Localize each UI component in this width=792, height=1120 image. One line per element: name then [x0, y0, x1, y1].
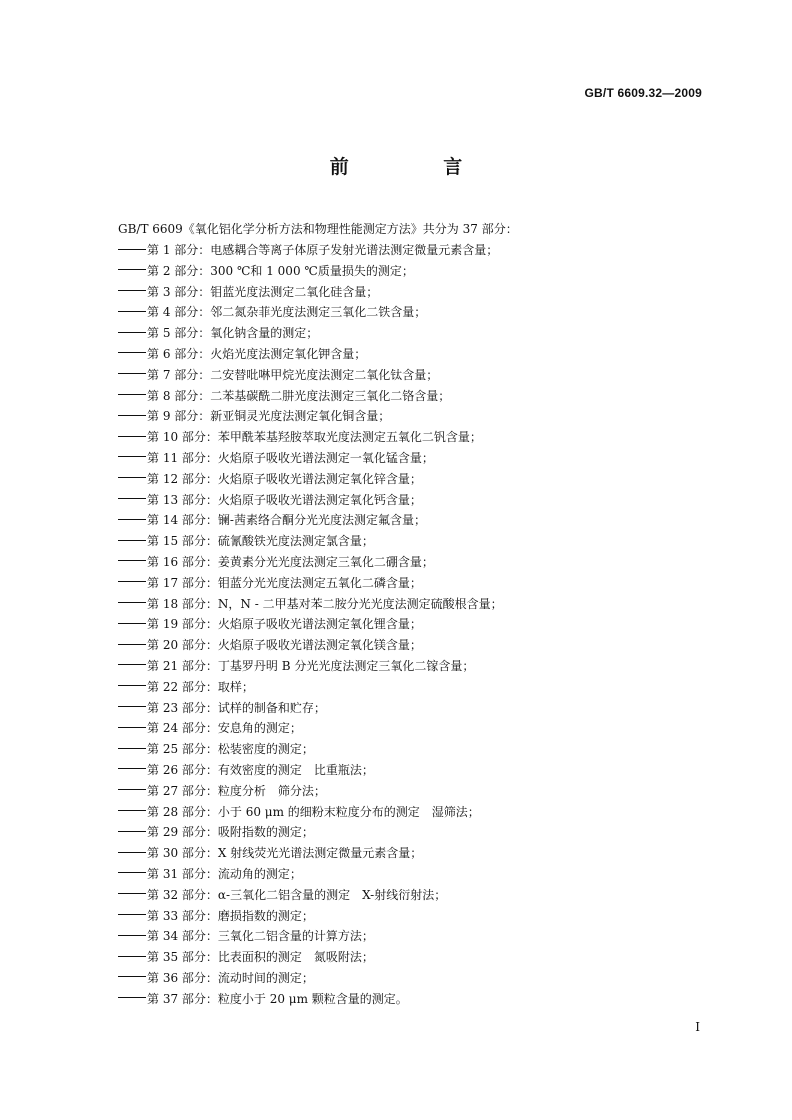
part-label: 第 5 部分： [147, 326, 211, 341]
page-title: 前 言 [329, 156, 507, 178]
part-text: 二安替吡啉甲烷光度法测定二氧化钛含量； [210, 367, 439, 382]
part-text: 火焰原子吸收光谱法测定氧化镁含量； [217, 638, 422, 653]
dash-mark [118, 789, 146, 791]
dash-mark [118, 519, 146, 521]
dash-mark [118, 914, 146, 916]
list-item [118, 490, 503, 511]
dash-mark [118, 560, 146, 562]
part-text: 有效密度的测定 比重瓶法； [217, 762, 374, 777]
list-item [118, 510, 503, 531]
dash-mark [118, 748, 146, 750]
part-label: 第 29 部分： [147, 825, 218, 840]
list-item [118, 531, 503, 552]
list-item [118, 282, 503, 303]
dash-mark [118, 935, 146, 937]
part-text: 取样； [217, 679, 254, 694]
dash-mark [118, 352, 146, 354]
dash-mark [118, 394, 146, 396]
part-label: 第 2 部分： [147, 263, 211, 278]
part-label: 第 14 部分： [147, 513, 218, 528]
dash-mark [118, 269, 146, 271]
dash-mark [118, 477, 146, 479]
list-item [118, 635, 503, 656]
part-text: 钼蓝分光光度法测定五氧化二磷含量； [217, 575, 422, 590]
dash-mark [118, 581, 146, 583]
list-item [118, 698, 503, 719]
part-label: 第 32 部分： [147, 887, 218, 902]
part-label: 第 30 部分： [147, 846, 218, 861]
part-label: 第 3 部分： [147, 284, 211, 299]
list-item [118, 344, 503, 365]
part-label: 第 20 部分： [147, 638, 218, 653]
part-label: 第 12 部分： [147, 471, 218, 486]
part-label: 第 16 部分： [147, 554, 218, 569]
part-text: 火焰光度法测定氧化钾含量； [210, 346, 367, 361]
part-text: 丁基罗丹明 B 分光光度法测定三氧化二镓含量； [217, 658, 475, 673]
list-item [118, 989, 503, 1010]
part-label: 第 15 部分： [147, 534, 218, 549]
part-label: 第 18 部分： [147, 596, 218, 611]
part-text: 苯甲酰苯基羟胺萃取光度法测定五氧化二钒含量； [217, 430, 482, 445]
list-item [118, 947, 503, 968]
part-text: 300 ℃和 1 000 ℃质量损失的测定； [210, 263, 414, 278]
list-item [118, 386, 503, 407]
part-text: N，N - 二甲基对苯二胺分光光度法测定硫酸根含量； [217, 596, 503, 611]
part-label: 第 8 部分： [147, 388, 211, 403]
dash-mark [118, 685, 146, 687]
dash-mark [118, 976, 146, 978]
list-item [118, 240, 503, 261]
part-label: 第 24 部分： [147, 721, 218, 736]
list-item [118, 739, 503, 760]
part-label: 第 6 部分： [147, 346, 211, 361]
part-label: 第 28 部分： [147, 804, 218, 819]
part-label: 第 23 部分： [147, 700, 218, 715]
list-item [118, 677, 503, 698]
part-label: 第 26 部分： [147, 762, 218, 777]
part-text: 试样的制备和贮存； [217, 700, 326, 715]
part-label: 第 25 部分： [147, 742, 218, 757]
part-text: 火焰原子吸收光谱法测定氧化锌含量； [217, 471, 422, 486]
part-label: 第 11 部分： [147, 450, 218, 465]
part-text: 邻二氮杂菲光度法测定三氧化二铁含量； [210, 305, 427, 320]
part-text: 二苯基碳酰二肼光度法测定三氧化二铬含量； [210, 388, 451, 403]
part-text: 氧化钠含量的测定； [210, 326, 319, 341]
dash-mark [118, 290, 146, 292]
part-label: 第 21 部分： [147, 658, 218, 673]
part-text: 磨损指数的测定； [217, 908, 314, 923]
list-item [118, 614, 503, 635]
dash-mark [118, 872, 146, 874]
dash-mark [118, 644, 146, 646]
part-text: 松装密度的测定； [217, 742, 314, 757]
part-label: 第 22 部分： [147, 679, 218, 694]
list-item [118, 968, 503, 989]
part-text: 电感耦合等离子体原子发射光谱法测定微量元素含量； [210, 243, 499, 257]
part-text: 火焰原子吸收光谱法测定氧化锂含量； [217, 617, 422, 632]
part-label: 第 37 部分： [147, 991, 218, 1006]
dash-mark [118, 623, 146, 625]
part-text: 姜黄素分光光度法测定三氧化二硼含量； [217, 554, 434, 569]
dash-mark [118, 311, 146, 313]
parts-list [118, 240, 503, 1009]
list-item [118, 843, 503, 864]
part-label: 第 13 部分： [147, 492, 218, 507]
list-item [118, 302, 503, 323]
part-text: 镧-茜素络合酮分光光度法测定氟含量； [217, 513, 426, 528]
part-label: 第 7 部分： [147, 367, 211, 382]
dash-mark [118, 893, 146, 895]
list-item [118, 885, 503, 906]
part-label: 第 17 部分： [147, 575, 218, 590]
part-text: 小于 60 μm 的细粉末粒度分布的测定 湿筛法； [217, 804, 480, 819]
intro-paragraph: GB/T 6609《氧化铝化学分析方法和物理性能测定方法》共分为 37 部分： [118, 222, 518, 236]
part-label: 第 19 部分： [147, 617, 218, 632]
list-item [118, 906, 503, 927]
list-item [118, 822, 503, 843]
part-text: X 射线荧光光谱法测定微量元素含量； [217, 846, 423, 861]
part-text: 流动时间的测定； [217, 970, 314, 985]
part-label: 第 34 部分： [147, 929, 218, 944]
dash-mark [118, 852, 146, 854]
part-label: 第 35 部分： [147, 950, 218, 965]
dash-mark [118, 664, 146, 666]
list-item [118, 552, 503, 573]
part-text: 钼蓝光度法测定二氧化硅含量； [210, 284, 379, 299]
dash-mark [118, 956, 146, 958]
part-label: 第 33 部分： [147, 908, 218, 923]
dash-mark [118, 332, 146, 334]
dash-mark [118, 997, 146, 999]
part-text: 粒度分析 筛分法； [217, 783, 326, 798]
part-label: 第 31 部分： [147, 866, 218, 881]
dash-mark [118, 602, 146, 604]
part-text: 硫氰酸铁光度法测定氯含量； [217, 534, 374, 549]
dash-mark [118, 436, 146, 438]
list-item [118, 469, 503, 490]
part-text: 吸附指数的测定； [217, 825, 314, 840]
part-label: 第 10 部分： [147, 430, 218, 445]
dash-mark [118, 831, 146, 833]
dash-mark [118, 540, 146, 542]
list-item [118, 365, 503, 386]
dash-mark [118, 768, 146, 770]
dash-mark [118, 810, 146, 812]
list-item [118, 926, 503, 947]
list-item [118, 406, 503, 427]
list-item [118, 864, 503, 885]
dash-mark [118, 498, 146, 500]
part-text: 比表面积的测定 氮吸附法； [217, 950, 374, 965]
list-item [118, 323, 503, 344]
page-number: I [695, 1020, 700, 1034]
part-text: 粒度小于 20 μm 颗粒含量的测定。 [217, 991, 408, 1006]
part-text: 新亚铜灵光度法测定氧化铜含量； [210, 409, 391, 424]
list-item [118, 760, 503, 781]
list-item [118, 594, 503, 615]
part-text: α-三氧化二铝含量的测定 X-射线衍射法； [217, 887, 447, 902]
list-item [118, 448, 503, 469]
part-text: 火焰原子吸收光谱法测定一氧化锰含量； [217, 450, 434, 465]
dash-mark [118, 727, 146, 729]
part-text: 三氧化二铝含量的计算方法； [217, 929, 374, 944]
list-item [118, 427, 503, 448]
standard-code: GB/T 6609.32—2009 [584, 86, 702, 100]
list-item [118, 656, 503, 677]
part-text: 安息角的测定； [217, 721, 302, 736]
dash-mark [118, 249, 146, 251]
part-label: 第 9 部分： [147, 409, 211, 424]
dash-mark [118, 456, 146, 458]
list-item [118, 781, 503, 802]
part-text: 流动角的测定； [217, 866, 302, 881]
dash-mark [118, 373, 146, 375]
list-item [118, 802, 503, 823]
list-item [118, 261, 503, 282]
part-label: 第 4 部分： [147, 305, 211, 320]
list-item [118, 718, 503, 739]
dash-mark [118, 415, 146, 417]
list-item [118, 573, 503, 594]
part-text: 火焰原子吸收光谱法测定氧化钙含量； [217, 492, 422, 507]
dash-mark [118, 706, 146, 708]
part-label: 第 1 部分： [147, 243, 211, 257]
part-label: 第 36 部分： [147, 970, 218, 985]
part-label: 第 27 部分： [147, 783, 218, 798]
